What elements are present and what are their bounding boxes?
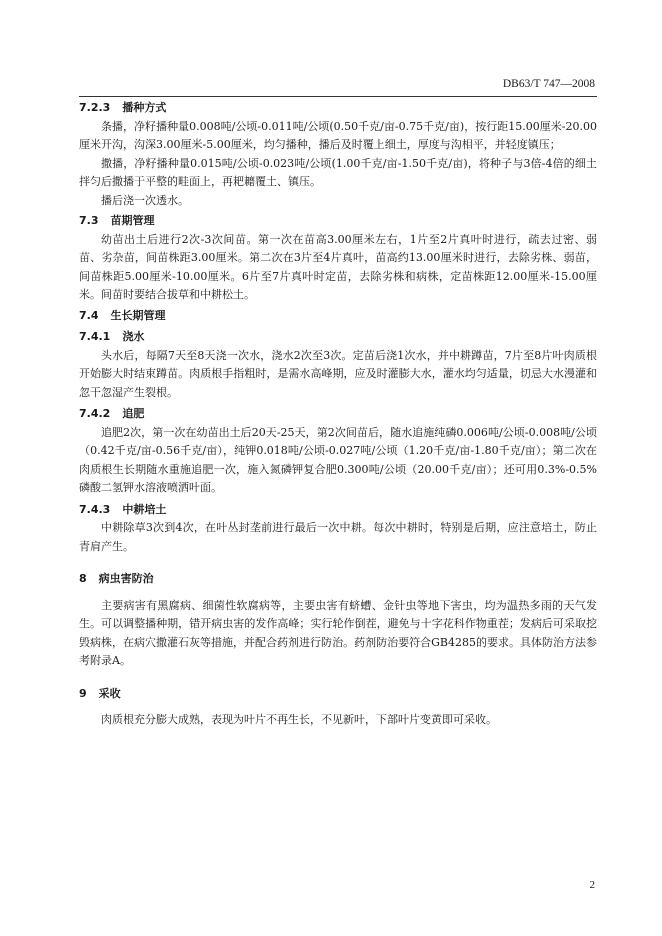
paragraph: 追肥2次，第一次在幼苗出土后20天-25天，第2次间苗后，随水追施纯磷0.006吨/公顷-0.008吨/公顷（0.42千克/亩-0.56千克/亩），纯钾0.018吨/公顷-0.027吨/公顷（1.20千克/亩-1.80千克/亩）；第二次在肉质根生长期随水重施追肥一次，施入氮磷钾复合肥0.300吨/公顷（20.00千克/亩）；还可用0.3%-0.5%磷酸二氢钾水溶液喷洒叶面。	[79, 425, 597, 494]
section-title: 苗期管理	[110, 214, 155, 227]
section-title: 病虫害防治	[98, 572, 154, 585]
section-number: 7.4	[79, 308, 99, 322]
paragraph: 撒播，净籽播种量0.015吨/公顷-0.023吨/公顷(1.00千克/亩-1.50千克/亩)，将种子与3倍-4倍的细土拌匀后撒播于平整的畦面上，再耙耱覆土、镇压。	[79, 156, 597, 188]
section-7-4-heading	[79, 307, 597, 326]
paragraph: 肉质根充分膨大成熟，表现为叶片不再生长，不见新叶，下部叶片变黄即可采收。	[101, 713, 497, 726]
page-number: 2	[589, 879, 595, 891]
section-number: 9	[79, 686, 87, 700]
paragraph: 中耕除草3次到4次，在叶丛封垄前进行最后一次中耕。每次中耕时，特别是后期，应注意培土，防止青肩产生。	[79, 521, 597, 553]
section-9-heading	[79, 685, 597, 704]
paragraph: 主要病害有黑腐病、细菌性软腐病等，主要虫害有蛴螬、金针虫等地下害虫，均为温热多雨的天气发生。可以调整播种期，错开病虫害的发作高峰；实行轮作倒茬，避免与十字花科作物重茬；发病后可采取挖毁病株，在病穴撒灌石灰等措施，并配合药剂进行防治。药剂防治要符合GB4285的要求。具体防治方法参考附录A。	[79, 598, 597, 667]
paragraph: 条播，净籽播种量0.008吨/公顷-0.011吨/公顷(0.50千克/亩-0.75千克/亩)，按行距15.00厘米-20.00厘米开沟，沟深3.00厘米-5.00厘米，均匀播种，播后及时覆上细土，厚度与沟相平，并轻度镇压；	[79, 119, 597, 151]
section-7-4-2-heading	[79, 405, 597, 424]
section-number: 7.3	[79, 214, 99, 227]
section-number: 8	[79, 572, 87, 585]
section-7-2-3-heading	[79, 99, 597, 118]
paragraph: 播后浇一次透水。	[101, 193, 189, 207]
document-body	[79, 96, 597, 730]
section-title: 采收	[98, 686, 121, 700]
section-number: 7.4.2	[79, 407, 111, 420]
section-number: 7.4.3	[79, 502, 111, 516]
section-title: 浇水	[122, 330, 145, 343]
section-7-4-3-heading	[79, 501, 597, 520]
document-code: DB63/T 747—2008	[502, 78, 595, 90]
section-title: 播种方式	[122, 101, 167, 114]
section-number: 7.2.3	[79, 101, 111, 114]
section-number: 7.4.1	[79, 330, 111, 343]
section-7-4-1-heading	[79, 328, 597, 347]
section-title: 生长期管理	[110, 308, 166, 322]
section-title: 中耕培土	[122, 502, 167, 516]
section-title: 追肥	[122, 407, 145, 420]
paragraph: 幼苗出土后进行2次-3次间苗。第一次在苗高3.00厘米左右，1片至2片真叶时进行，疏去过密、弱苗、劣杂苗，间苗株距3.00厘米。第二次在3片至4片真叶，苗高约13.00厘米时进行，去除劣株、弱苗，间苗株距5.00厘米-10.00厘米。6片至7片真叶时定苗，去除劣株和病株，定苗株距12.00厘米-15.00厘米。间苗时要结合拔草和中耕松土。	[79, 232, 597, 301]
section-8-heading	[79, 570, 597, 589]
paragraph: 头水后，每隔7天至8天浇一次水，浇水2次至3次。定苗后浇1次水，并中耕蹲苗，7片至8片叶肉质根开始膨大时结束蹲苗。肉质根手指粗时，是需水高峰期，应及时灌膨大水，灌水均匀适量，切忌大水漫灌和忽干忽湿产生裂根。	[79, 348, 597, 399]
section-7-3-heading	[79, 212, 597, 231]
